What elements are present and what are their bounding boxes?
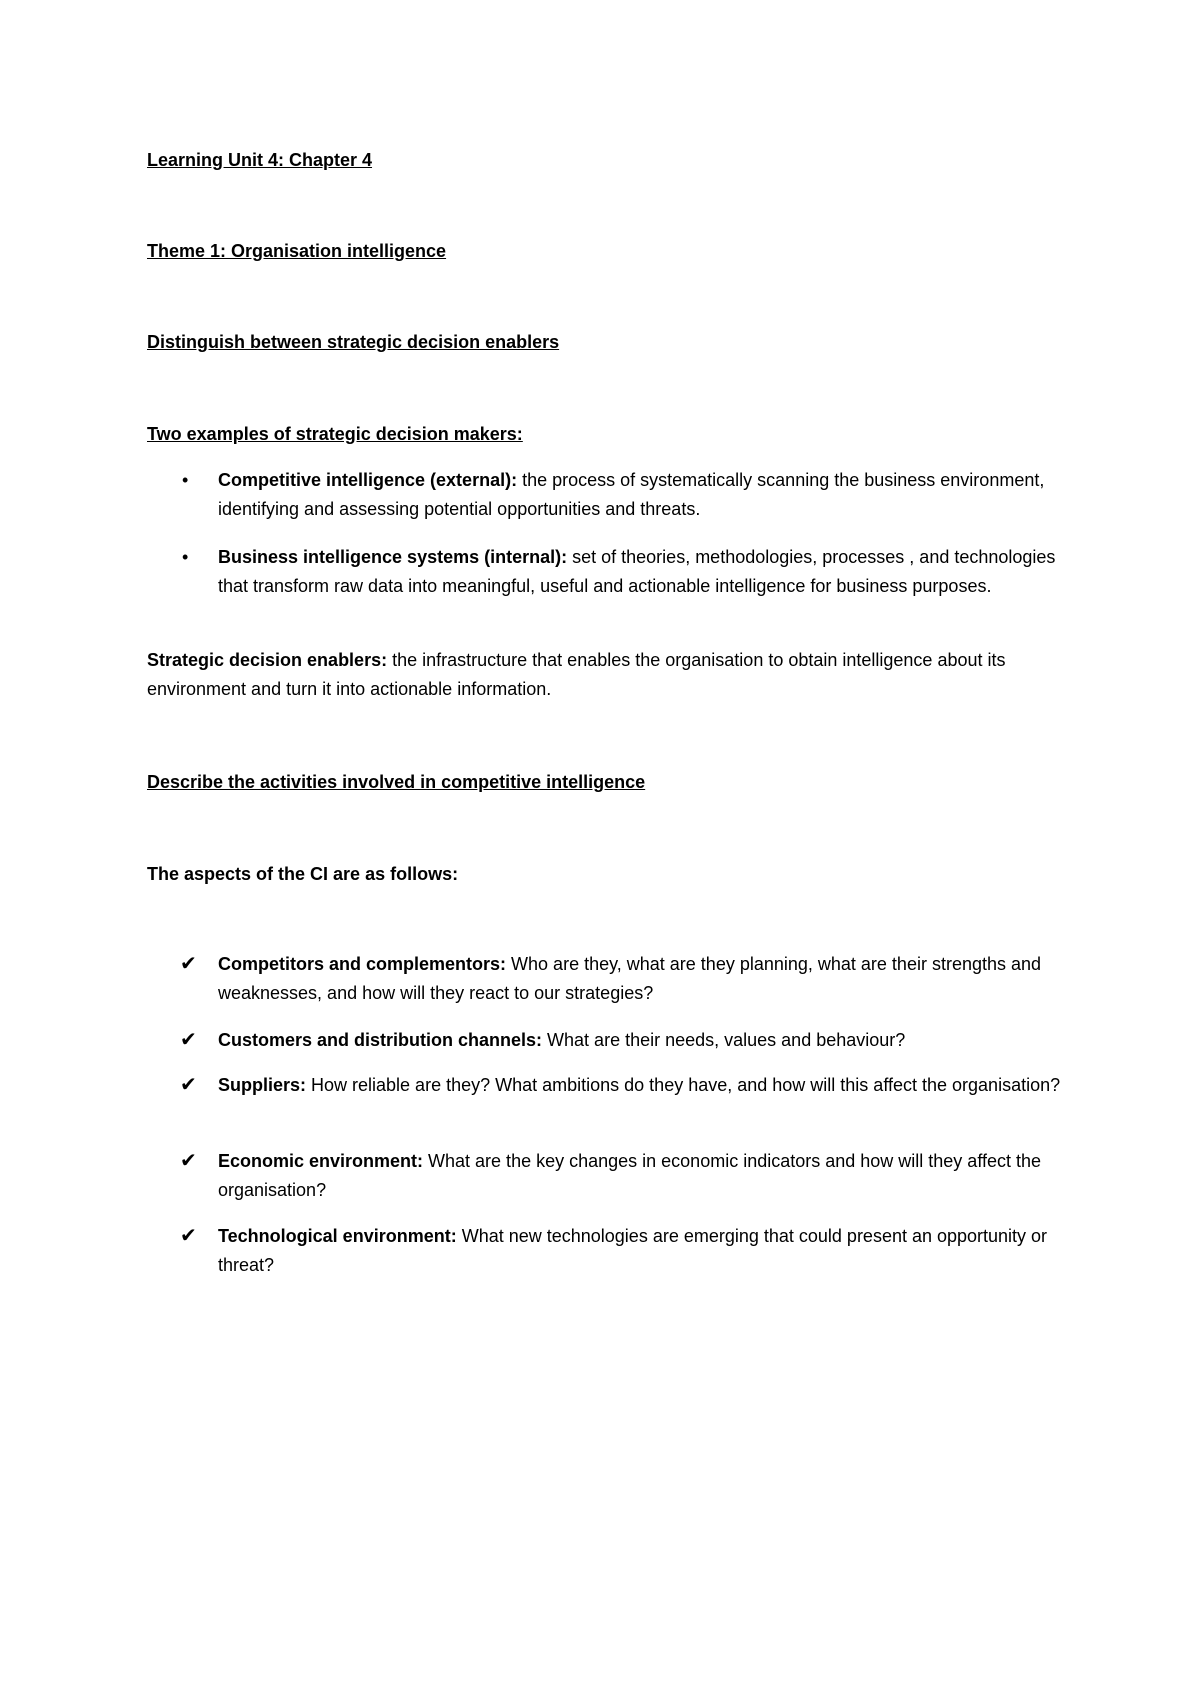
page-title: Learning Unit 4: Chapter 4 xyxy=(147,150,373,170)
bullet-icon: • xyxy=(182,470,189,490)
list-item xyxy=(218,543,1070,601)
list-item-term: Technological environment: xyxy=(218,1226,457,1246)
list-item-term: Competitive intelligence (external): xyxy=(218,470,518,490)
list-item-term: Economic environment: xyxy=(218,1151,424,1171)
checkmark-icon: ✔ xyxy=(180,1150,197,1172)
list-item xyxy=(218,1071,1070,1100)
list-item xyxy=(218,1026,1070,1055)
checkmark-icon: ✔ xyxy=(180,953,197,975)
aspects-heading: The aspects of the CI are as follows: xyxy=(147,864,459,884)
list-item xyxy=(218,1147,1070,1205)
enablers-term: Strategic decision enablers: xyxy=(147,650,388,670)
checkmark-icon: ✔ xyxy=(180,1225,197,1247)
list-item-text: What new technologies are emerging that could present an opportunity or threat? xyxy=(218,1226,1048,1275)
list-item-text: the process of systematically scanning the business environment, identifying and assessing potential opportunities and threats. xyxy=(218,470,1045,519)
list-item xyxy=(218,466,1070,524)
list-item-term: Customers and distribution channels: xyxy=(218,1030,543,1050)
bullet-icon: • xyxy=(182,547,189,567)
examples-heading: Two examples of strategic decision makers: xyxy=(147,424,523,444)
list-item-text: What are the key changes in economic indicators and how will they affect the organisation? xyxy=(218,1151,1042,1200)
list-item xyxy=(218,950,1070,1008)
checkmark-icon: ✔ xyxy=(180,1029,197,1051)
list-item-text: How reliable are they? What ambitions do they have, and how will this affect the organisation? xyxy=(306,1075,1061,1095)
list-item-term: Business intelligence systems (internal): xyxy=(218,547,568,567)
theme-heading: Theme 1: Organisation intelligence xyxy=(147,241,447,261)
section-heading-activities: Describe the activities involved in competitive intelligence xyxy=(147,772,646,792)
list-item xyxy=(218,1222,1070,1280)
enablers-definition xyxy=(147,646,1070,704)
enablers-text: the infrastructure that enables the organisation to obtain intelligence about its environment and turn it into actionable information. xyxy=(147,650,1006,699)
list-item-term: Suppliers: xyxy=(218,1075,307,1095)
checkmark-icon: ✔ xyxy=(180,1074,197,1096)
list-item-text: Who are they, what are they planning, what are their strengths and weaknesses, and how will they react to our strategies? xyxy=(218,954,1042,1003)
list-item-term: Competitors and complementors: xyxy=(218,954,507,974)
section-heading-enablers: Distinguish between strategic decision enablers xyxy=(147,332,560,352)
list-item-text: What are their needs, values and behaviour? xyxy=(542,1030,906,1050)
list-item-text: set of theories, methodologies, processes , and technologies that transform raw data into meaningful, useful and actionable intelligence for business purposes. xyxy=(218,547,1056,596)
